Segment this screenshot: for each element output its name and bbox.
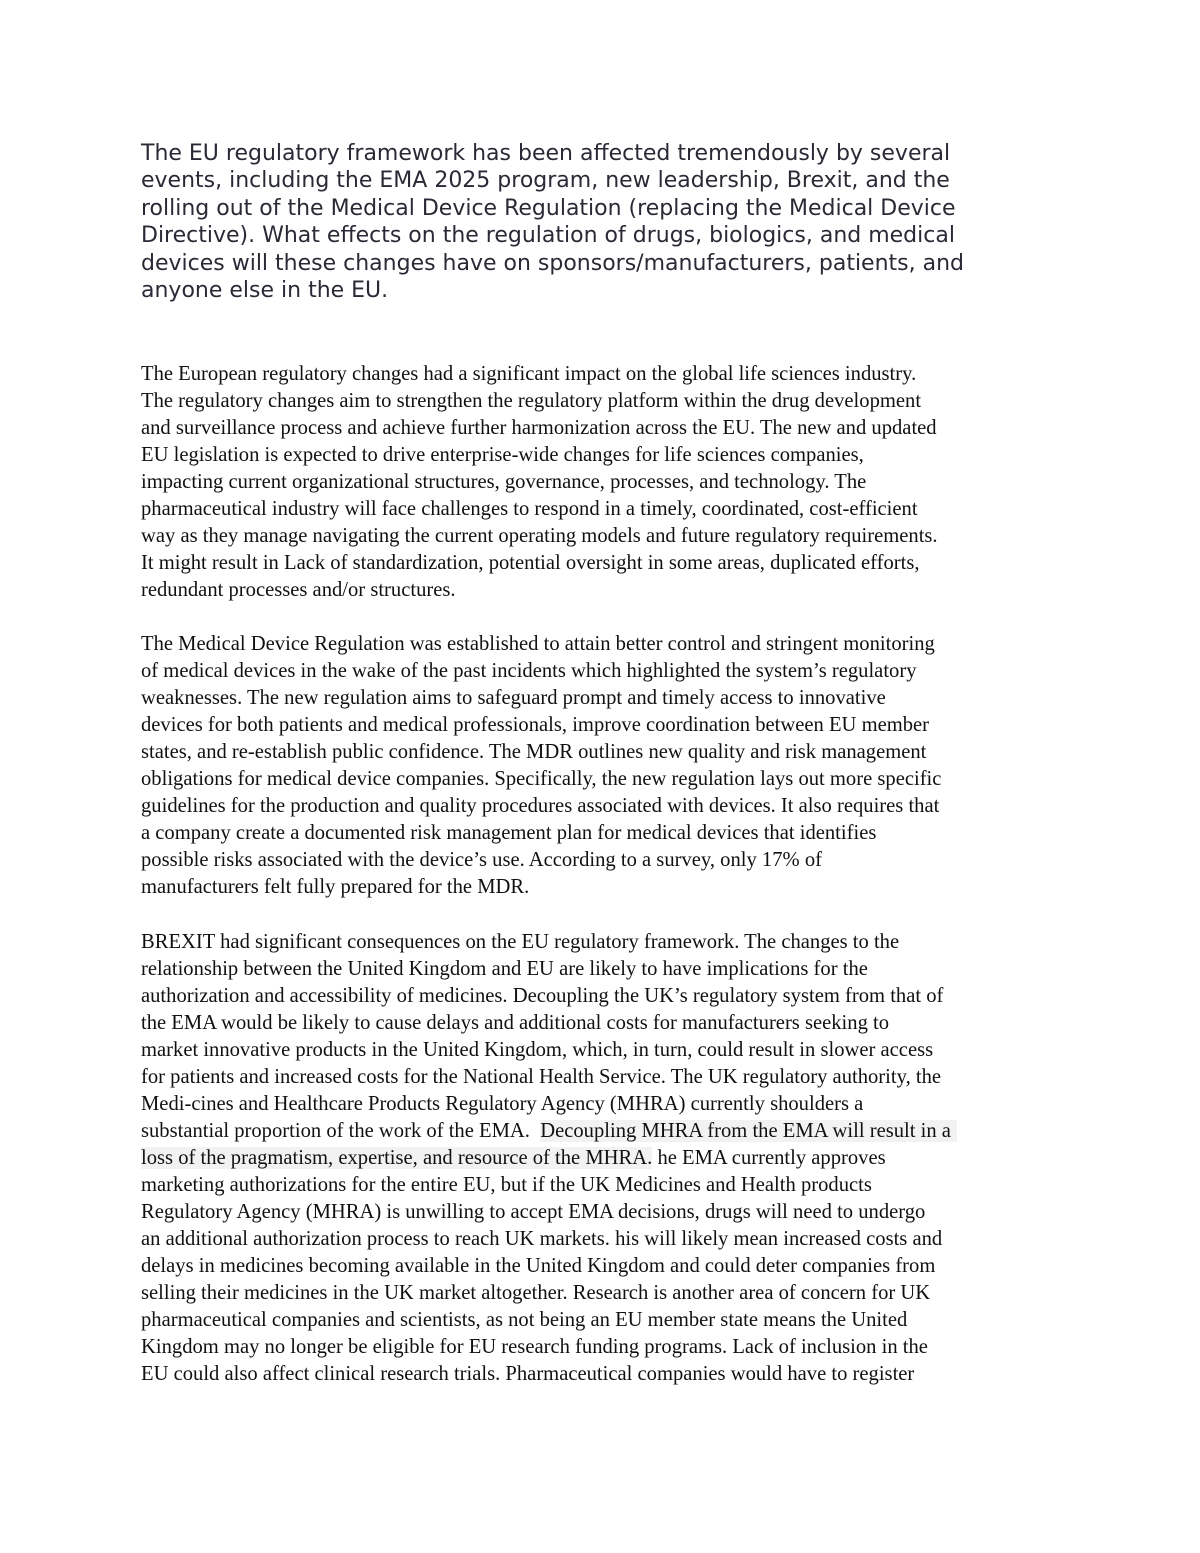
paragraph-line: relationship between the United Kingdom and EU are likely to have implications for the (141, 958, 868, 980)
paragraph-line: for patients and increased costs for the National Health Service. The UK regulatory authority, the (141, 1066, 942, 1088)
question-line: rolling out of the Medical Device Regulation (replacing the Medical Device (141, 195, 956, 221)
paragraph-line-mixed (141, 1118, 1071, 1145)
paragraph-line: authorization and accessibility of medicines. Decoupling the UK’s regulatory system from that of (141, 985, 944, 1007)
question-line: devices will these changes have on sponsors/manufacturers, patients, and (141, 250, 965, 276)
highlighted-text: Decoupling MHRA from the EMA will result in a (540, 1120, 957, 1142)
paragraph-line: a company create a documented risk management plan for medical devices that identifies (141, 822, 877, 844)
paragraph-line: manufacturers felt fully prepared for the MDR. (141, 876, 530, 898)
question-line: Directive). What effects on the regulation of drugs, biologics, and medical (141, 223, 955, 249)
paragraph-line: weaknesses. The new regulation aims to safeguard prompt and timely access to innovative (141, 687, 886, 709)
paragraph-line: delays in medicines becoming available in the United Kingdom and could deter companies from (141, 1255, 936, 1277)
paragraph-line: way as they manage navigating the current operating models and future regulatory requirements. (141, 525, 938, 547)
plain-text: he EMA currently approves (652, 1147, 886, 1169)
paragraph-line: impacting current organizational structures, governance, processes, and technology. The (141, 471, 867, 493)
paragraph-line: It might result in Lack of standardization, potential oversight in some areas, duplicated efforts, (141, 552, 920, 574)
paragraph-line: guidelines for the production and quality procedures associated with devices. It also requires that (141, 795, 940, 817)
paragraph-line: devices for both patients and medical professionals, improve coordination between EU member (141, 714, 930, 736)
question-line: The EU regulatory framework has been affected tremendously by several (141, 141, 951, 166)
paragraph-line: EU could also affect clinical research trials. Pharmaceutical companies would have to register (141, 1363, 915, 1385)
paragraph-line: marketing authorizations for the entire EU, but if the UK Medicines and Health products (141, 1174, 872, 1196)
paragraph-line-mixed (141, 1145, 1071, 1172)
paragraph-medical-device-regulation (141, 631, 1071, 901)
paragraph-line: and surveillance process and achieve further harmonization across the EU. The new and updated (141, 417, 937, 439)
paragraph-line: states, and re-establish public confidence. The MDR outlines new quality and risk management (141, 741, 927, 763)
paragraph-brexit (141, 929, 1071, 1388)
paragraph-line: obligations for medical device companies. Specifically, the new regulation lays out more specific (141, 768, 942, 790)
paragraph-line: Medi-cines and Healthcare Products Regulatory Agency (MHRA) currently shoulders a (141, 1093, 864, 1115)
paragraph-line: pharmaceutical companies and scientists, as not being an EU member state means the United (141, 1309, 908, 1331)
paragraph-line: of medical devices in the wake of the past incidents which highlighted the system’s regulatory (141, 660, 917, 682)
paragraph-line: redundant processes and/or structures. (141, 579, 456, 601)
paragraph-line: Regulatory Agency (MHRA) is unwilling to accept EMA decisions, drugs will need to undergo (141, 1201, 926, 1223)
plain-text: substantial proportion of the work of the EMA. (141, 1120, 541, 1142)
paragraph-line: pharmaceutical industry will face challenges to respond in a timely, coordinated, cost-efficient (141, 498, 918, 520)
paragraph-line: The Medical Device Regulation was established to attain better control and stringent monitoring (141, 633, 935, 655)
paragraph-line: the EMA would be likely to cause delays and additional costs for manufacturers seeking to (141, 1012, 890, 1034)
question-heading (141, 140, 1041, 304)
question-line: anyone else in the EU. (141, 278, 389, 304)
paragraph-line: BREXIT had significant consequences on the EU regulatory framework. The changes to the (141, 931, 900, 953)
paragraph-line: Kingdom may no longer be eligible for EU research funding programs. Lack of inclusion in the (141, 1336, 928, 1358)
paragraph-line: EU legislation is expected to drive enterprise-wide changes for life sciences companies, (141, 444, 864, 466)
paragraph-regulatory-changes (141, 361, 1071, 604)
highlighted-text: loss of the pragmatism, expertise, and resource of the MHRA. (141, 1147, 653, 1169)
paragraph-line: possible risks associated with the device’s use. According to a survey, only 17% of (141, 849, 822, 871)
question-line: events, including the EMA 2025 program, new leadership, Brexit, and the (141, 168, 950, 194)
paragraph-line: The European regulatory changes had a significant impact on the global life sciences industry. (141, 363, 917, 385)
paragraph-line: selling their medicines in the UK market altogether. Research is another area of concern for UK (141, 1282, 931, 1304)
paragraph-line: an additional authorization process to reach UK markets. his will likely mean increased costs and (141, 1228, 943, 1250)
paragraph-line: market innovative products in the United Kingdom, which, in turn, could result in slower access (141, 1039, 934, 1061)
paragraph-line: The regulatory changes aim to strengthen the regulatory platform within the drug development (141, 390, 922, 412)
